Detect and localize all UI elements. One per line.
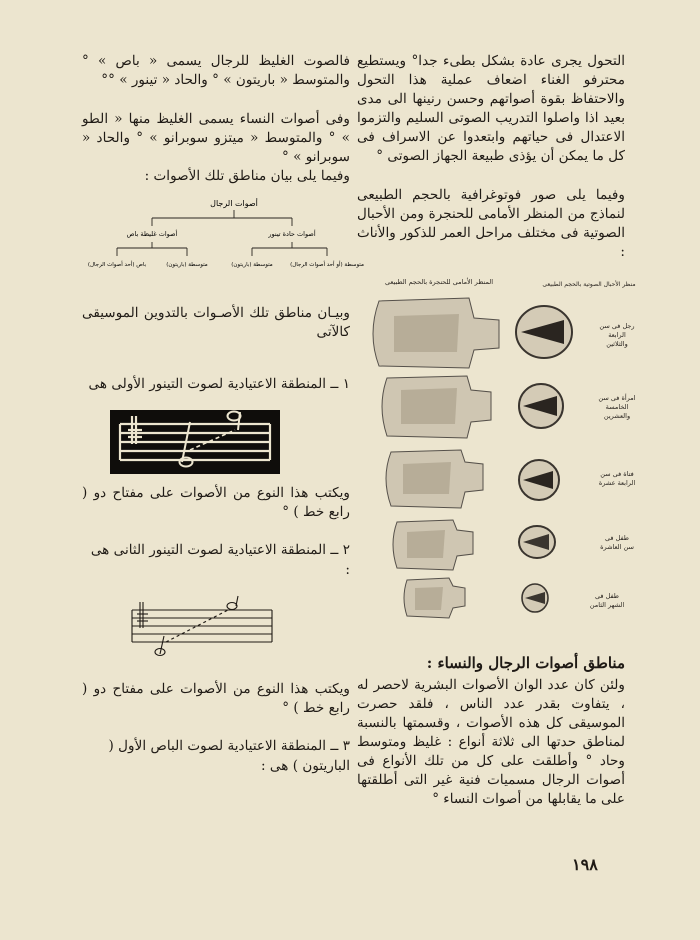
larynx-row-2 xyxy=(382,376,563,438)
left-column xyxy=(82,52,364,776)
right-column xyxy=(357,52,636,809)
voice-classification-paragraph: ولئن كان عدد الوان الأصوات البشرية لاحصر له ، يتفاوت بقدر عدد الناس ، فلقد حصرت الموسيقى كل هذه الأصوات ، وقسمتها بالنسبة لمناطق حدتها الى ثلاثة أنواع : غليظ ومتوسط وحاد ° وأطلقت على كل من تلك الأنواع فى أصوات الرجال مسميات فنية غير التى أطلقتها على ما يقابلها من أصوات النساء ° xyxy=(357,677,625,807)
voice-tree-diagram xyxy=(82,190,364,282)
tree-branch-left: أصوات غليظة باص xyxy=(126,230,178,238)
larynx-row-1 xyxy=(373,298,572,368)
staff-tenor-first xyxy=(110,410,280,474)
voice-names-women: وفى أصوات النساء يسمى الغليظ منها « الطو » ° والمتوسط « ميتزو سوبرانو » ° والحاد « سوبرانو » ° xyxy=(82,111,350,165)
row3-label: فتاة فى سن الرابعة عشرة xyxy=(598,470,636,487)
tree-leaf-2: متوسطة (باريتون) xyxy=(231,262,273,268)
item-tenor-second: ٢ ــ المنطقة الاعتيادية لصوت التينور الثانى هى : xyxy=(90,542,350,578)
larynx-row-3 xyxy=(386,450,559,508)
larynx-row-4 xyxy=(393,520,555,570)
figure-caption-front: المنظر الأمامى للحنجرة بالحجم الطبيعى xyxy=(384,278,494,286)
row5-label: طفل فى الشهر الثامن xyxy=(589,592,625,609)
tree-root: أصوات الرجال xyxy=(210,199,258,208)
tree-leaf-3: متوسطة (باريتون) xyxy=(166,262,208,268)
clef-note-2: ويكتب هذا النوع من الأصوات على مفتاح دو ( رابع خط ) ° xyxy=(82,681,350,716)
notation-intro: وبيـان مناطق تلك الأصـوات بالتدوين الموسيقى كالآتى xyxy=(82,305,350,340)
larynx-row-5 xyxy=(404,578,548,618)
photos-intro: وفيما يلى صور فوتوغرافية بالحجم الطبيعى لنماذج من المنظر الأمامى للحنجرة ومن الأحبال الصوتية فى مختلف مراحل العمر للذكور والأناث : xyxy=(357,187,625,260)
row2-label: امرأة فى سن الخامسة والعشرين xyxy=(598,394,636,420)
tree-leaf-4: باص (أحد أصوات الرجال) xyxy=(87,262,147,268)
section-heading: مناطق أصوات الرجال والنساء : xyxy=(426,654,625,672)
item-baritone: ٣ ــ المنطقة الاعتيادية لصوت الباص الأول ( الباريتون ) هى : xyxy=(108,738,350,774)
voice-change-paragraph: التحول يجرى عادة بشكل بطىء جدا° ويستطيع محترفو الغناء اضعاف عملية هذا التحول والاحتفاظ بقوة أصواتهم وحسن رنينها الى مدى بعيد اذا واصلوا التدريب الصوتى السليم والتزموا الاعتدال فى حياتهم وابتعدوا عن الاسراف فى كل ما يمكن أن يؤذى طبيعة الجهاز الصوتى ° xyxy=(357,53,625,164)
figure-caption-vocal: منظر الأحبال الصوتية بالحجم الطبيعى xyxy=(542,281,636,288)
page-number: ١٩٨ xyxy=(572,855,598,874)
clef-note-1: ويكتب هذا النوع من الأصوات على مفتاح دو ( رابع خط ) ° xyxy=(82,485,350,520)
voice-names-men: فالصوت الغليظ للرجال يسمى « باص » ° والمتوسط « باريتون » ° والحاد « تينور » °° xyxy=(82,53,350,88)
regions-intro: وفيما يلى بيان مناطق تلك الأصوات : xyxy=(144,168,350,184)
item-tenor-first: ١ ــ المنطقة الاعتيادية لصوت التينور الأولى هى xyxy=(88,376,350,392)
larynx-figure xyxy=(349,276,639,638)
row1-label: رجل فى سن الرابعة والثلاثين xyxy=(599,322,635,348)
tree-branch-right: أصوات حادة تينور xyxy=(268,230,316,238)
tree-leaf-1: متوسطة (أو أحد أصوات الرجال) xyxy=(290,262,364,268)
row4-label: طفل فى سن العاشرة xyxy=(600,534,634,551)
staff-tenor-second xyxy=(128,598,276,660)
